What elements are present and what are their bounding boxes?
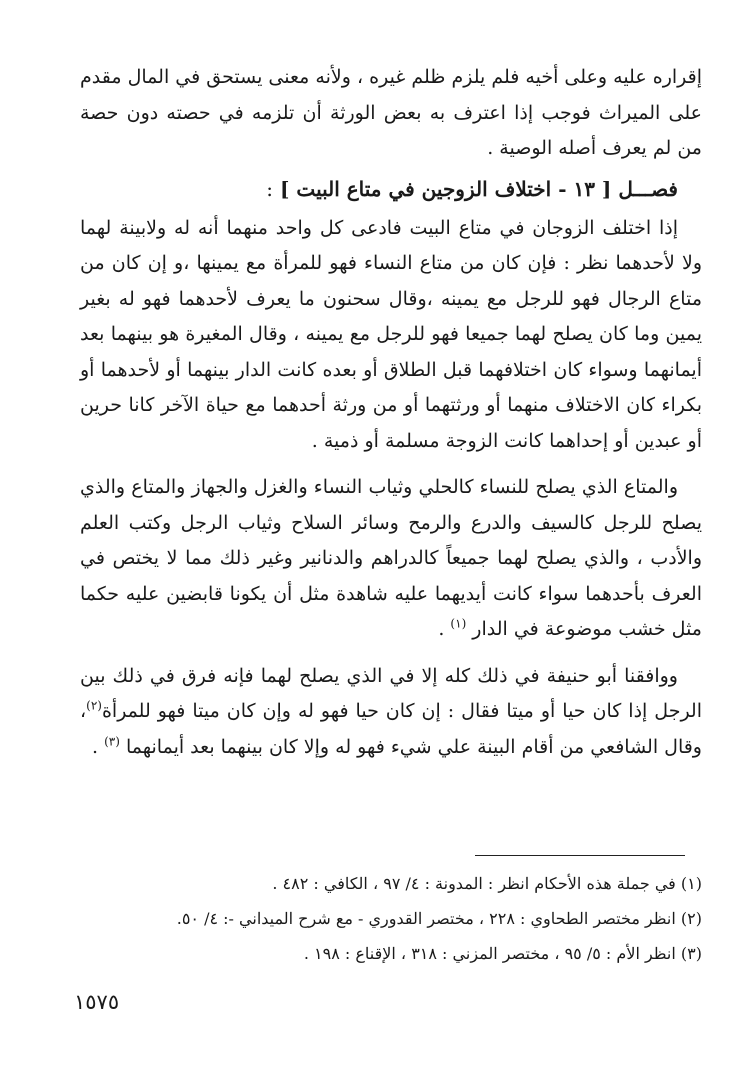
footnote-separator (475, 855, 685, 856)
paragraph-3 (80, 659, 702, 766)
footnote-ref-2: (٢) (86, 698, 102, 713)
footnote-ref-3: (٣) (104, 734, 120, 749)
footnote-2: (٢) انظر مختصر الطحاوي : ٢٢٨ ، مختصر القدوري - مع شرح الميداني -: ٤/ ٥٠. (176, 909, 702, 928)
paragraph-2 (80, 470, 702, 648)
intro-paragraph: إقراره عليه وعلى أخيه فلم يلزم ظلم غيره ، ولأنه معنى يستحق في المال مقدم على الميراث فوجب إذا اعترف به بعض الورثة أن تلزمه في حصته دون حصة من لم يعرف أصله الوصية . (80, 66, 702, 159)
section-word: فصـــل (618, 176, 678, 201)
paragraph-3-end: . (92, 735, 105, 758)
section-colon: : (266, 176, 274, 201)
paragraph-3-text-a: ووافقنا أبو حنيفة في ذلك كله إلا في الذي يصلح لهما فإنه فرق في ذلك بين الرجل إذا كان حيا أو ميتا فقال : إن كان حيا فهو له وإن كان ميتا فهو للمرأة (80, 664, 702, 722)
footnote-1: (١) في جملة هذه الأحكام انظر : المدونة : ٤/ ٩٧ ، الكافي : ٤٨٢ . (272, 874, 702, 893)
section-title: [ ١٣ - اختلاف الزوجين في متاع البيت ] (280, 176, 612, 201)
footnotes (80, 866, 702, 971)
page-number: ١٥٧٥ (74, 990, 120, 1014)
footnote-3: (٣) انظر الأم : ٥/ ٩٥ ، مختصر المزني : ٣١٨ ، الإقناع : ١٩٨ . (303, 944, 702, 963)
paragraph-1: إذا اختلف الزوجان في متاع البيت فادعى كل واحد منهما أنه له ولابينة لهما ولا لأحدهما نظر : فإن كان من متاع النساء فهو للمرأة مع يمينها ،و إن كان من متاع الرجال فهو للرجل مع يمينه ،وقال سحنون ما يعرف لأحدهما فهو له بغير يمين وما كان يصلح لهما جميعا فهو للرجل مع يمينه ، وقال المغيرة هو بينهما بعد أيمانهما وسواء كان اختلافهما قبل الطلاق أو بعده كانت الدار بينهما أو لأحدهما أو بكراء كان الاختلاف منهما أو ورثتهما أو من ورثة أحدهما مع حياة الآخر كانا حرين أو عبدين أو إحداهما كانت الزوجة مسلمة أو ذمية . (80, 216, 702, 452)
page-body (80, 60, 702, 765)
paragraph-2-text: والمتاع الذي يصلح للنساء كالحلي وثياب النساء والغزل والجهاز والمتاع والذي يصلح للرجل كالسيف والدرع والرمح وسائر السلاح وثياب الرجل وكتب العلم والأدب ، والذي يصلح لهما جميعاً كالدراهم والدنانير وغير ذلك مما لا يختص في العرف بأحدهما سواء كانت أيديهما عليه شاهدة مثل أن يكونا قابضين عليه حكما مثل خشب موضوعة في الدار (80, 476, 702, 640)
footnote-ref-1: (١) (450, 616, 467, 631)
section-heading (80, 171, 702, 207)
paragraph-3-text-b: ، وقال الشافعي من أقام البينة علي شيء فهو له وإلا كان بينهما بعد أيمانهما (80, 700, 702, 758)
paragraph-2-end: . (438, 618, 451, 640)
